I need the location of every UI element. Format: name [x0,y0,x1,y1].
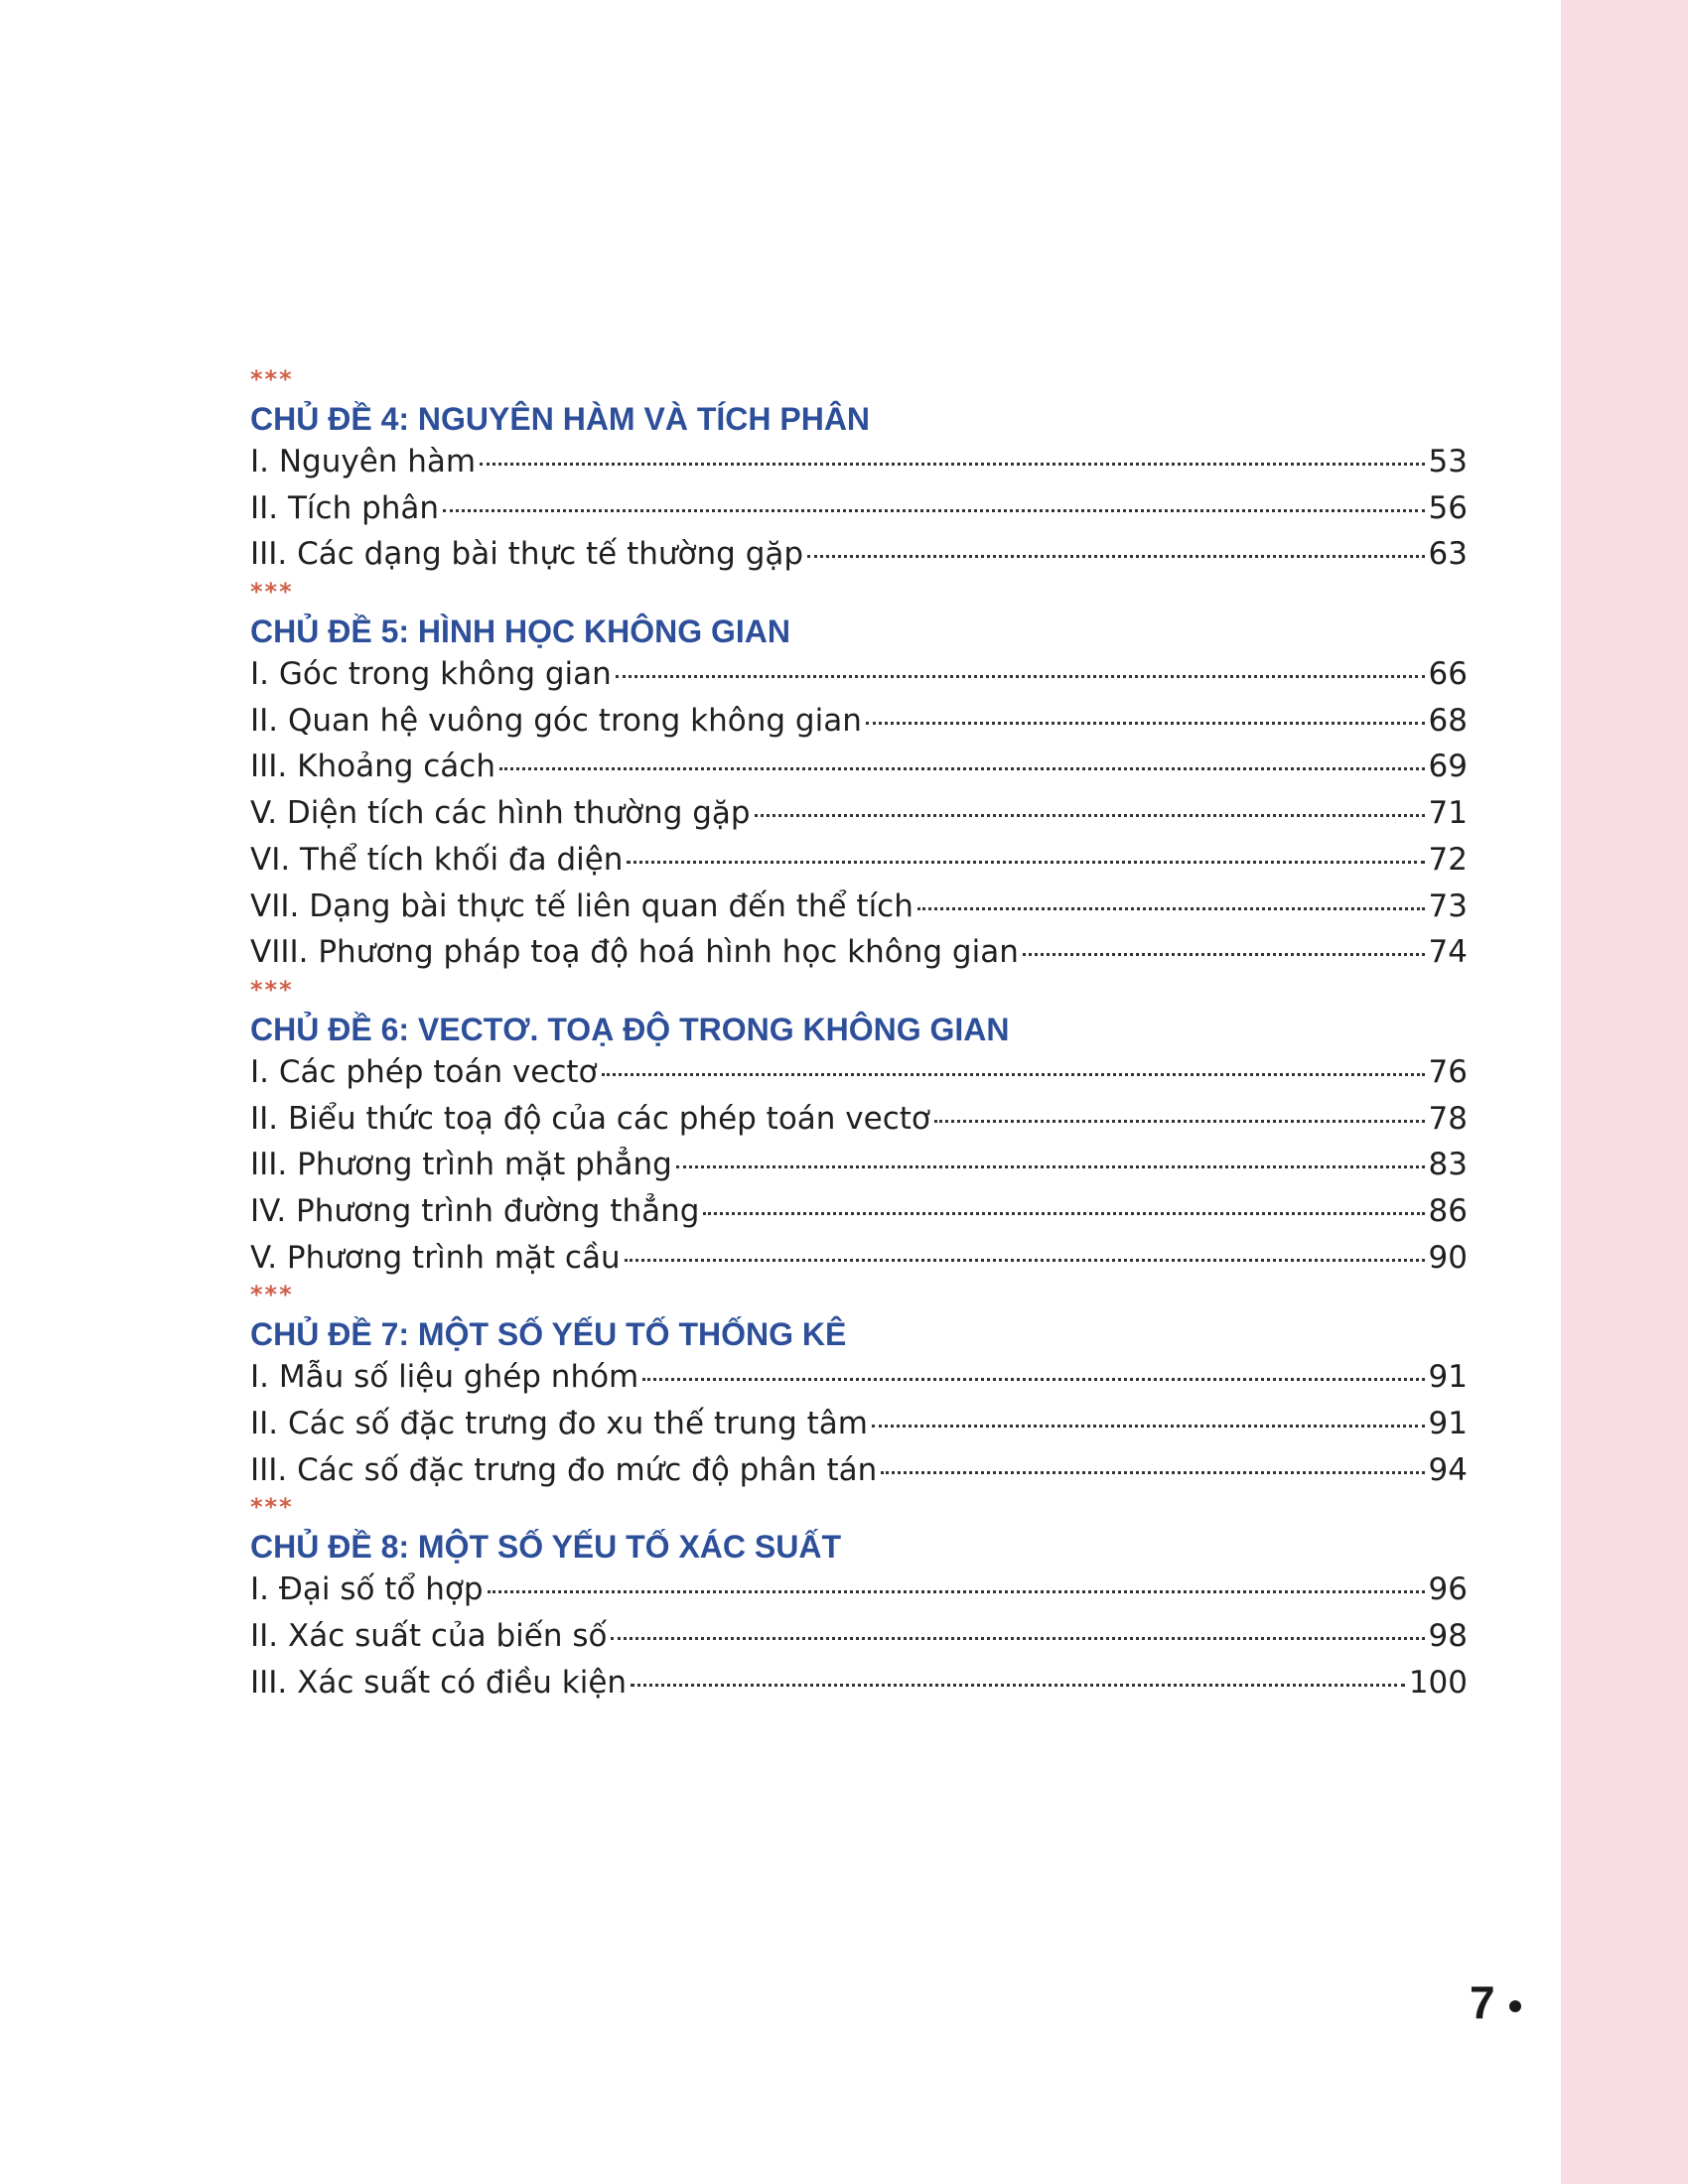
toc-entry-page: 56 [1428,489,1468,526]
toc-entry[interactable] [250,1049,1468,1096]
chapter-section [250,1493,1468,1706]
toc-entry[interactable] [250,1188,1468,1235]
toc-entry-page: 68 [1428,702,1468,739]
section-separator: *** [250,1281,294,1309]
toc-entry-label: VI. Thể tích khối đa diện [250,841,624,878]
toc-entry-page: 53 [1428,444,1468,479]
toc-entry[interactable] [250,698,1468,745]
toc-entry-label: VIII. Phương pháp toạ độ hoá hình học không gian [250,934,1019,971]
toc-entry-page: 63 [1428,536,1468,573]
dot-leader [1023,952,1425,956]
dot-leader [917,906,1425,910]
toc-entry-page: 98 [1428,1618,1468,1655]
dot-leader [881,1470,1424,1474]
chapter-section [250,1281,1468,1493]
dot-leader [703,1211,1424,1215]
toc-entry-label: III. Phương trình mặt phẳng [250,1147,672,1183]
dot-leader [480,462,1424,466]
toc-entry-label: I. Đại số tổ hợp [250,1571,484,1608]
chapter-title: CHỦ ĐỀ 8: MỘT SỐ YẾU TỐ XÁC SUẤT [250,1529,842,1566]
toc-entry[interactable] [250,1567,1468,1613]
toc-entry-page: 72 [1428,841,1468,878]
toc-entry-label: II. Quan hệ vuông góc trong không gian [250,702,862,739]
toc-entry-label: II. Tích phân [250,489,440,526]
dot-leader [872,1424,1425,1428]
toc-entry[interactable] [250,1096,1468,1143]
toc-entry-label: IV. Phương trình đường thẳng [250,1192,700,1229]
toc-entry-page: 83 [1428,1147,1468,1183]
toc-entry-page: 73 [1428,887,1468,924]
toc-entry[interactable] [250,651,1468,698]
chapter-title: CHỦ ĐỀ 6: VECTƠ. TOẠ ĐỘ TRONG KHÔNG GIAN [250,1011,1010,1047]
toc-entry-page: 100 [1408,1664,1468,1701]
toc-entry-page: 66 [1428,656,1468,693]
toc-entry[interactable] [250,790,1468,837]
toc-entry-label: I. Mẫu số liệu ghép nhóm [250,1359,639,1396]
toc-entry-label: V. Phương trình mặt cầu [250,1239,621,1276]
chapter-title: CHỦ ĐỀ 7: MỘT SỐ YẾU TỐ THỐNG KÊ [250,1316,847,1353]
toc-entry-label: II. Các số đặc trưng đo xu thế trung tâm [250,1406,868,1441]
dot-leader [625,1258,1425,1262]
section-separator: *** [250,1493,294,1522]
toc-entry[interactable] [250,439,1468,485]
dot-leader [488,1589,1425,1593]
toc-entry-label: II. Biểu thức toạ độ của các phép toán vectơ [250,1100,930,1137]
toc-entry-page: 76 [1428,1053,1468,1090]
toc-entry[interactable] [250,485,1468,532]
section-separator: *** [250,578,294,607]
toc-entry-page: 90 [1428,1239,1468,1276]
toc-entry[interactable] [250,837,1468,884]
toc-entry[interactable] [250,531,1468,578]
chapter-title: CHỦ ĐỀ 5: HÌNH HỌC KHÔNG GIAN [250,614,791,650]
toc-entry-label: VII. Dạng bài thực tế liên quan đến thể tích [250,887,914,924]
toc-entry-label: V. Diện tích các hình thường gặp [250,795,751,832]
toc-entry-page: 71 [1428,795,1468,832]
page-number [1470,1976,1521,2029]
toc-entry-label: I. Các phép toán vectơ [250,1053,598,1090]
chapter-section [250,365,1468,578]
dot-leader [934,1119,1425,1123]
section-separator: *** [250,975,294,1004]
dot-leader [676,1164,1425,1168]
dot-leader [627,860,1424,864]
dot-leader [631,1683,1405,1687]
page-number-value: 7 [1470,1977,1495,2028]
bullet-icon [1509,2000,1521,2012]
chapter-section [250,578,1468,976]
toc-entry-page: 69 [1428,749,1468,785]
toc-entry[interactable] [250,1613,1468,1660]
dot-leader [642,1377,1424,1381]
toc-entry[interactable] [250,744,1468,790]
toc-entry-label: I. Nguyên hàm [250,444,477,479]
toc-entry[interactable] [250,1660,1468,1706]
dot-leader [443,508,1424,512]
toc-entry[interactable] [250,1142,1468,1188]
toc-entry-label: II. Xác suất của biến số [250,1618,608,1655]
toc-entry[interactable] [250,1354,1468,1401]
chapter-section [250,976,1468,1281]
toc-entry[interactable] [250,1235,1468,1282]
toc-entry[interactable] [250,1401,1468,1447]
toc-entry-label: III. Các dạng bài thực tế thường gặp [250,536,804,573]
toc-entry-page: 91 [1428,1406,1468,1441]
toc-entry-page: 94 [1428,1451,1468,1488]
section-separator: *** [250,365,294,393]
toc-entry-label: III. Xác suất có điều kiện [250,1664,628,1701]
toc-entry-page: 74 [1428,934,1468,971]
toc-entry[interactable] [250,929,1468,976]
dot-leader [807,554,1425,558]
dot-leader [616,674,1425,678]
toc-entry-page: 78 [1428,1100,1468,1137]
chapter-title: CHỦ ĐỀ 4: NGUYÊN HÀM VÀ TÍCH PHÂN [250,401,871,437]
toc-entry-page: 86 [1428,1192,1468,1229]
dot-leader [499,766,1425,770]
table-of-contents [250,365,1468,1706]
toc-entry-page: 96 [1428,1571,1468,1608]
dot-leader [755,813,1425,817]
dot-leader [602,1072,1425,1076]
toc-entry[interactable] [250,1447,1468,1494]
dot-leader [866,721,1425,725]
side-margin-band [1561,0,1688,2184]
dot-leader [611,1636,1424,1640]
toc-entry[interactable] [250,884,1468,930]
toc-entry-label: I. Góc trong không gian [250,656,612,693]
toc-entry-page: 91 [1428,1359,1468,1396]
toc-entry-label: III. Khoảng cách [250,749,495,785]
toc-entry-label: III. Các số đặc trưng đo mức độ phân tán [250,1451,878,1488]
